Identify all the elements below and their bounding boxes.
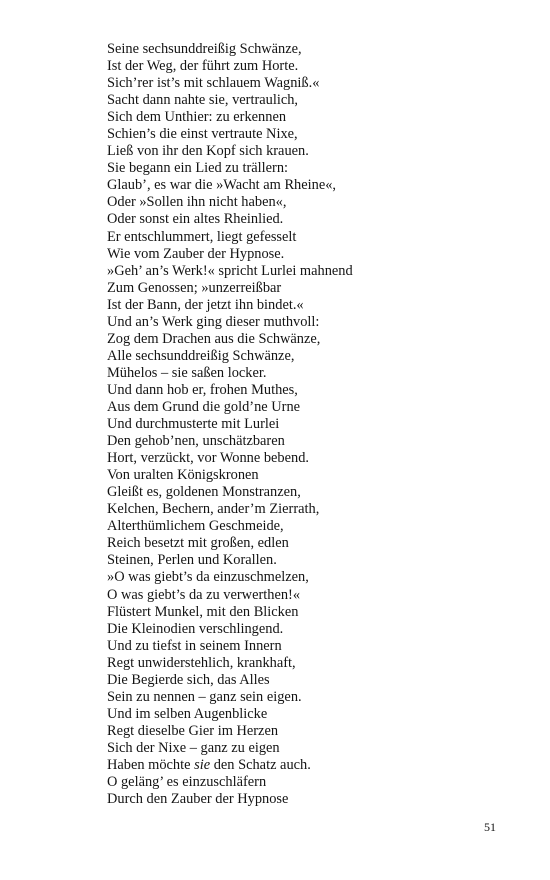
poem-line: Sein zu nennen – ganz sein eigen. (107, 688, 302, 705)
poem-line: Steinen, Perlen und Korallen. (107, 552, 277, 569)
emphasized-word: sie (194, 756, 211, 773)
poem-line: Ist der Bann, der jetzt ihn bindet.« (107, 296, 304, 313)
poem-line: Sich der Nixe – ganz zu eigen (107, 739, 280, 756)
poem-line: Er entschlummert, liegt gefesselt (107, 228, 297, 245)
poem-line: Sich’rer ist’s mit schlauem Wagniß.« (107, 75, 320, 92)
poem-line-start: Haben möchte (107, 756, 195, 773)
poem-line: Flüstert Munkel, mit den Blicken (107, 603, 299, 620)
poem-line: Und durchmusterte mit Lurlei (107, 416, 280, 433)
poem-line: Ist der Weg, der führt zum Horte. (107, 58, 299, 75)
poem-line: »O was giebt’s da einzuschmelzen, (107, 569, 309, 586)
poem-line: Wie vom Zauber der Hypnose. (107, 245, 285, 262)
poem-line: »Geh’ an’s Werk!« spricht Lurlei mahnend (107, 262, 353, 279)
poem-text (107, 41, 353, 808)
poem-line: Von uralten Königskronen (107, 467, 259, 484)
poem-line: Seine sechsunddreißig Schwänze, (107, 41, 302, 57)
poem-line: Aus dem Grund die gold’ne Urne (107, 398, 301, 415)
poem-line: Regt unwiderstehlich, krankhaft, (107, 654, 296, 671)
poem-line: Kelchen, Bechern, ander’m Zierrath, (107, 501, 320, 518)
poem-line: Oder sonst ein altes Rheinlied. (107, 211, 284, 228)
poem-line: Gleißt es, goldenen Monstranzen, (107, 484, 301, 501)
poem-line: Sich dem Unthier: zu erkennen (107, 109, 287, 126)
poem-line: Regt dieselbe Gier im Herzen (107, 722, 279, 739)
page-number: 51 (484, 820, 496, 834)
poem-line: Hort, verzückt, vor Wonne bebend. (107, 450, 309, 467)
poem-line: Sie begann ein Lied zu trällern: (107, 160, 289, 177)
poem-line: Die Begierde sich, das Alles (107, 671, 270, 688)
poem-line: Und dann hob er, frohen Muthes, (107, 381, 298, 398)
poem-line: O geläng’ es einzuschläfern (107, 774, 267, 791)
poem-line: Die Kleinodien verschlingend. (107, 620, 284, 637)
poem-line-emphasis (107, 757, 353, 774)
poem-line: Schien’s die einst vertraute Nixe, (107, 126, 298, 143)
poem-line: Alterthümlichem Geschmeide, (107, 518, 284, 535)
poem-line: Und zu tiefst in seinem Innern (107, 637, 282, 654)
poem-line: Alle sechsunddreißig Schwänze, (107, 347, 295, 364)
poem-line: Glaub’, es war die »Wacht am Rheine«, (107, 177, 337, 194)
poem-line: Zum Genossen; »unzerreißbar (107, 279, 282, 296)
poem-line: Reich besetzt mit großen, edlen (107, 535, 289, 552)
poem-line: Ließ von ihr den Kopf sich krauen. (107, 143, 309, 160)
poem-line: Und an’s Werk ging dieser muthvoll: (107, 313, 320, 330)
poem-line: Mühelos – sie saßen locker. (107, 364, 267, 381)
poem-line: Oder »Sollen ihn nicht haben«, (107, 194, 287, 211)
poem-line: Sacht dann nahte sie, vertraulich, (107, 92, 299, 109)
poem-line: Durch den Zauber der Hypnose (107, 791, 289, 808)
poem-line: Und im selben Augenblicke (107, 705, 268, 722)
poem-line: O was giebt’s da zu verwerthen!« (107, 586, 301, 603)
poem-line-end: den Schatz auch. (210, 756, 311, 773)
poem-line: Zog dem Drachen aus die Schwänze, (107, 330, 321, 347)
poem-line: Den gehob’nen, unschätzbaren (107, 433, 285, 450)
